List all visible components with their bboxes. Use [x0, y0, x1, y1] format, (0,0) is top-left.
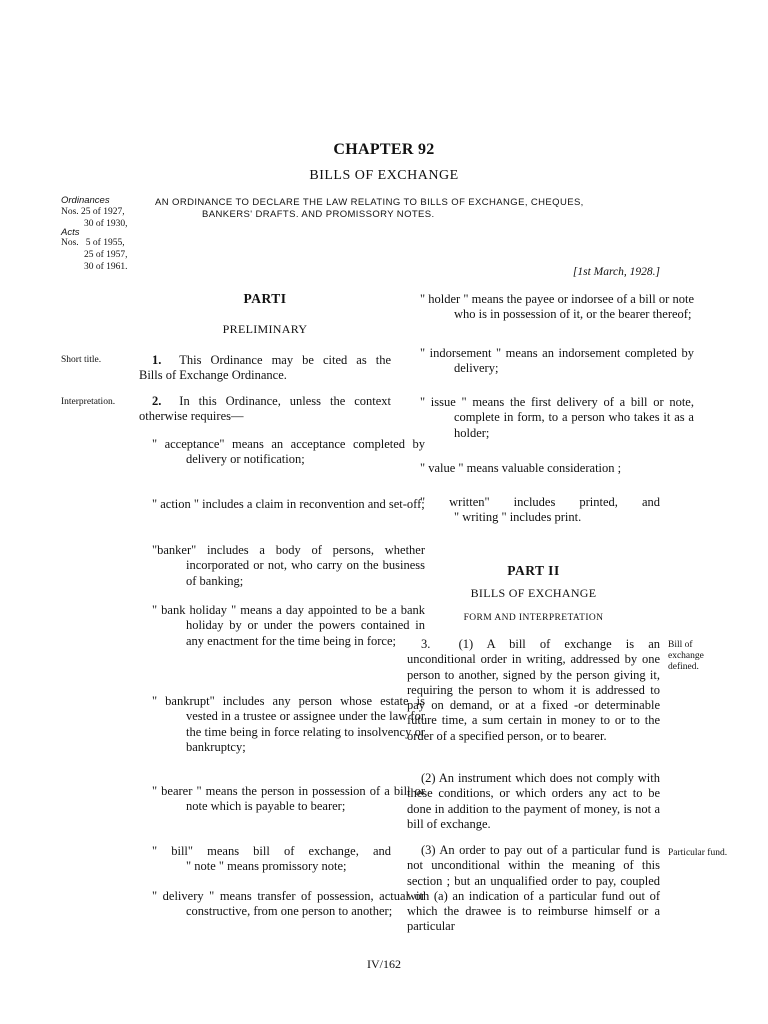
- definition-line: " written" includes printed, and: [420, 495, 660, 509]
- commencement-date: [1st March, 1928.]: [572, 266, 660, 278]
- section-text: unconditional order in writing, addressed by one person to another, signed by the person giving it, requiring the person to whom it is addressed to pay on demand, or at a fixed -or determinable future time, a sum certain in money to or to the order of a specified person, or to bearer.: [407, 652, 660, 743]
- ordinances-label: Ordinances: [61, 195, 110, 206]
- definition-acceptance: " acceptance" means an acceptance completed by delivery or notification;: [152, 437, 425, 467]
- section-text: (1) A bill of exchange is an: [458, 637, 660, 651]
- definition-line: " bill" means bill of exchange, and: [152, 844, 391, 858]
- definition-value: " value " means valuable consideration ;: [420, 461, 622, 475]
- section-text: Bills of Exchange Ordinance.: [139, 368, 287, 383]
- ordinance-ref: Nos. 25 of 1927,: [61, 207, 125, 217]
- margin-note-particular-fund: Particular fund.: [668, 848, 728, 858]
- section-3-3: (3) An order to pay out of a particular fund is not unconditional within the meaning of this section ; but an unqualified order to pay, coupled with (a) an indication of a particular fund out of which the drawee is to reimburse himself or a particular: [407, 843, 660, 934]
- section-1: [139, 353, 391, 384]
- definition-bearer: " bearer " means the person in possession of a bill or note which is payable to bearer;: [152, 784, 425, 814]
- section-text: In this Ordinance, unless the context: [179, 394, 392, 408]
- definition-banker: "banker" includes a body of persons, whether incorporated or not, who carry on the business of banking;: [152, 543, 425, 588]
- definition-written: [420, 495, 660, 526]
- long-title-line: AN ORDINANCE TO DECLARE THE LAW RELATING TO BILLS OF EXCHANGE, CHEQUES,: [155, 197, 584, 208]
- part-heading: PARTI: [243, 291, 287, 306]
- section-number: 1.: [152, 353, 162, 367]
- part-ii-subheading: BILLS OF EXCHANGE: [470, 586, 597, 600]
- definition-holder: " holder " means the payee or indorsee of a bill or note who is in possession of it, or the bearer thereof;: [420, 292, 694, 322]
- margin-note-interpretation: Interpretation.: [61, 397, 116, 407]
- section-2: [139, 394, 391, 425]
- definition-action: " action " includes a claim in reconvention and set-off;: [152, 497, 425, 511]
- act-ref: 25 of 1957,: [84, 250, 128, 260]
- definition-line: " writing " includes print.: [454, 510, 582, 525]
- section-3-2: (2) An instrument which does not comply with these conditions, or which orders any act to be done in addition to the payment of money, is not a bill of exchange.: [407, 771, 660, 831]
- act-ref: Nos. 5 of 1955,: [61, 238, 125, 248]
- definition-bank-holiday: " bank holiday " means a day appointed to be a bank holiday by or under the powers contained in any enactment for the time being in force;: [152, 603, 425, 648]
- long-title-line: BANKERS' DRAFTS. AND PROMISSORY NOTES.: [202, 209, 435, 220]
- definition-indorsement: " indorsement " means an indorsement completed by delivery;: [420, 346, 694, 376]
- part-subheading: PRELIMINARY: [222, 322, 308, 336]
- section-text: This Ordinance may be cited as the: [179, 353, 391, 367]
- long-title: [155, 197, 660, 221]
- margin-note-bill-defined: Bill of exchange defined.: [668, 640, 704, 672]
- part-ii-subsubheading: FORM AND INTERPRETATION: [463, 613, 604, 623]
- definition-delivery: " delivery " means transfer of possession, actual or constructive, from one person to another;: [152, 889, 425, 919]
- section-3-1: [407, 637, 660, 744]
- margin-note-short-title: Short title.: [61, 355, 102, 365]
- definition-issue: " issue " means the first delivery of a bill or note, complete in form, to a person who takes it as a holder;: [420, 395, 694, 440]
- part-ii-heading: PART II: [507, 563, 560, 578]
- definition-bankrupt: " bankrupt" includes any person whose estate is vested in a trustee or assignee under the law for the time being in force relating to insolvency or bankruptcy;: [152, 694, 425, 754]
- section-number: 3.: [421, 637, 431, 651]
- section-number: 2.: [152, 394, 162, 408]
- chapter-subtitle: BILLS OF EXCHANGE: [309, 168, 459, 183]
- section-text: otherwise requires—: [139, 409, 244, 424]
- chapter-title: CHAPTER 92: [333, 141, 435, 158]
- page-number: IV/162: [367, 957, 401, 971]
- act-ref: 30 of 1961.: [84, 262, 128, 272]
- definition-bill: [152, 844, 391, 875]
- definition-line: " note " means promissory note;: [186, 859, 347, 874]
- ordinance-ref: 30 of 1930,: [84, 219, 128, 229]
- acts-label: Acts: [61, 227, 80, 238]
